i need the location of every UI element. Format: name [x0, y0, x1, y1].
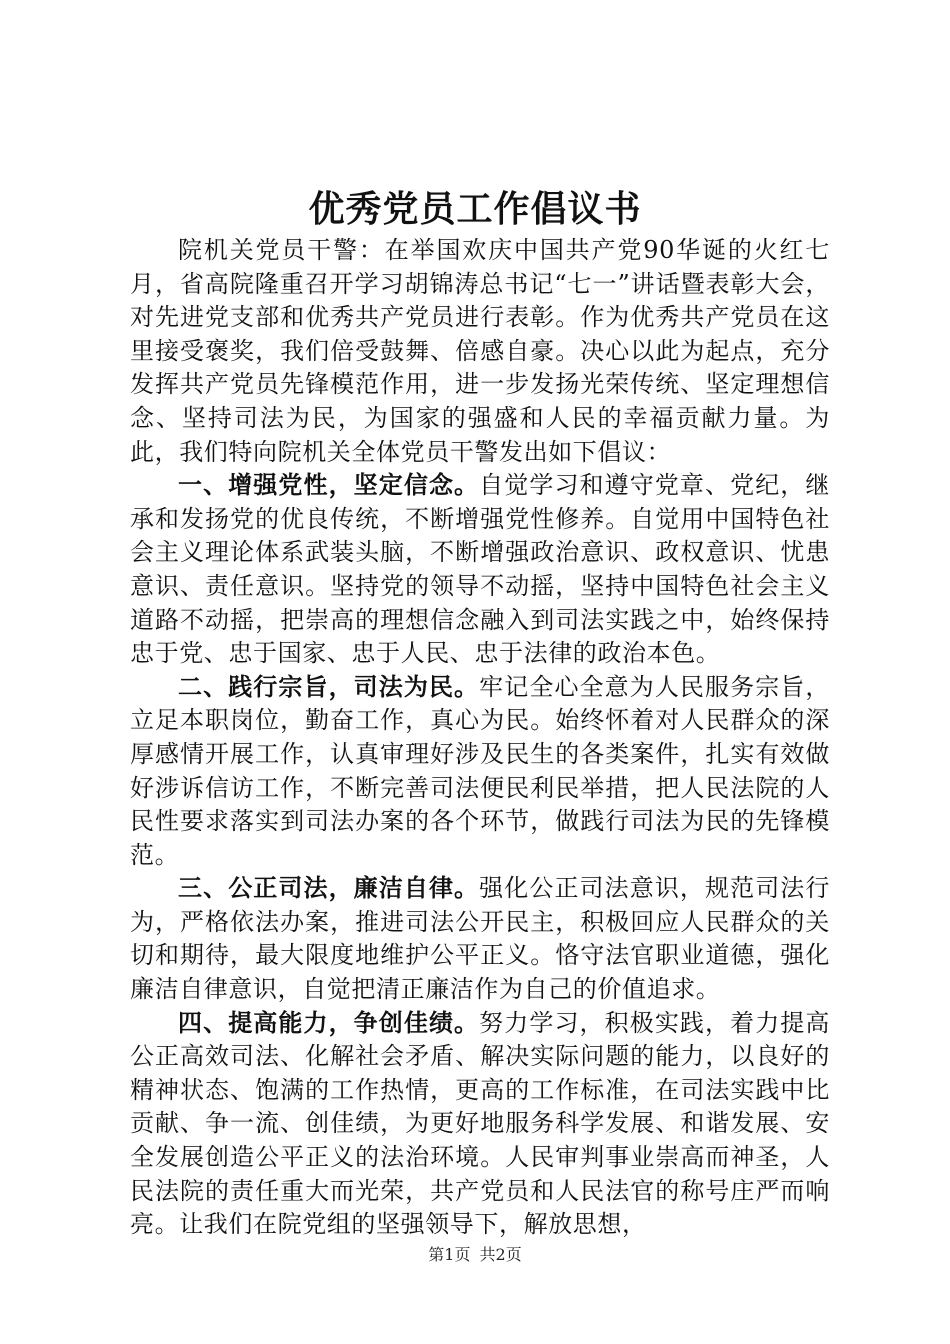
- section-paragraph-2: [130, 671, 830, 873]
- section-heading-1: 一、增强党性，坚定信念。: [178, 471, 480, 500]
- section-heading-3: 三、公正司法，廉洁自律。: [178, 874, 480, 903]
- section-paragraph-4: [130, 1007, 830, 1242]
- section-heading-2: 二、践行宗旨，司法为民。: [178, 672, 480, 701]
- page-number: 第1页: [428, 1245, 471, 1264]
- page-footer: [0, 1244, 950, 1266]
- section-text-2: 牢记全心全意为人民服务宗旨，立足本职岗位，勤奋工作，真心为民。始终怀着对人民群众的深厚感情开展工作，认真审理好涉及民生的各类案件，扎实有效做好涉诉信访工作，不断完善司法便民利民举措，把人民法院的人民性要求落实到司法办案的各个环节，做践行司法为民的先锋模范。: [130, 672, 830, 869]
- document-title: 优秀党员工作倡议书: [308, 188, 642, 230]
- page-total: 共2页: [479, 1245, 522, 1264]
- section-paragraph-1: [130, 469, 830, 671]
- section-heading-4: 四、提高能力，争创佳绩。: [178, 1008, 480, 1037]
- intro-paragraph: 院机关党员干警：在举国欢庆中国共产党90华诞的火红七月，省高院隆重召开学习胡锦涛总书记“七一”讲话暨表彰大会，对先进党支部和优秀共产党员进行表彰。作为优秀共产党员在这里接受褒奖，我们倍受鼓舞、倍感自豪。决心以此为起点，充分发挥共产党员先锋模范作用，进一步发扬光荣传统、坚定理想信念、坚持司法为民，为国家的强盛和人民的幸福贡献力量。为此，我们特向院机关全体党员干警发出如下倡议：: [130, 236, 830, 466]
- section-text-3: 强化公正司法意识，规范司法行为，严格依法办案，推进司法公开民主，积极回应人民群众的关切和期待，最大限度地维护公平正义。恪守法官职业道德，强化廉洁自律意识，自觉把清正廉洁作为自己的价值追求。: [130, 874, 830, 1004]
- document-body: [130, 234, 830, 1242]
- section-text-4: 努力学习，积极实践，着力提高公正高效司法、化解社会矛盾、解决实际问题的能力，以良好的精神状态、饱满的工作热情，更高的工作标准，在司法实践中比贡献、争一流、创佳绩，为更好地服务科学发展、和谐发展、安全发展创造公平正义的法治环境。人民审判事业崇高而神圣，人民法院的责任重大而光荣，共产党员和人民法官的称号庄严而响亮。让我们在院党组的坚强领导下，解放思想，: [130, 1008, 830, 1239]
- section-paragraph-3: [130, 872, 830, 1006]
- section-text-1: 自觉学习和遵守党章、党纪，继承和发扬党的优良传统，不断增强党性修养。自觉用中国特色社会主义理论体系武装头脑，不断增强政治意识、政权意识、忧患意识、责任意识。坚持党的领导不动摇，坚持中国特色社会主义道路不动摇，把崇高的理想信念融入到司法实践之中，始终保持忠于党、忠于国家、忠于人民、忠于法律的政治本色。: [130, 471, 830, 668]
